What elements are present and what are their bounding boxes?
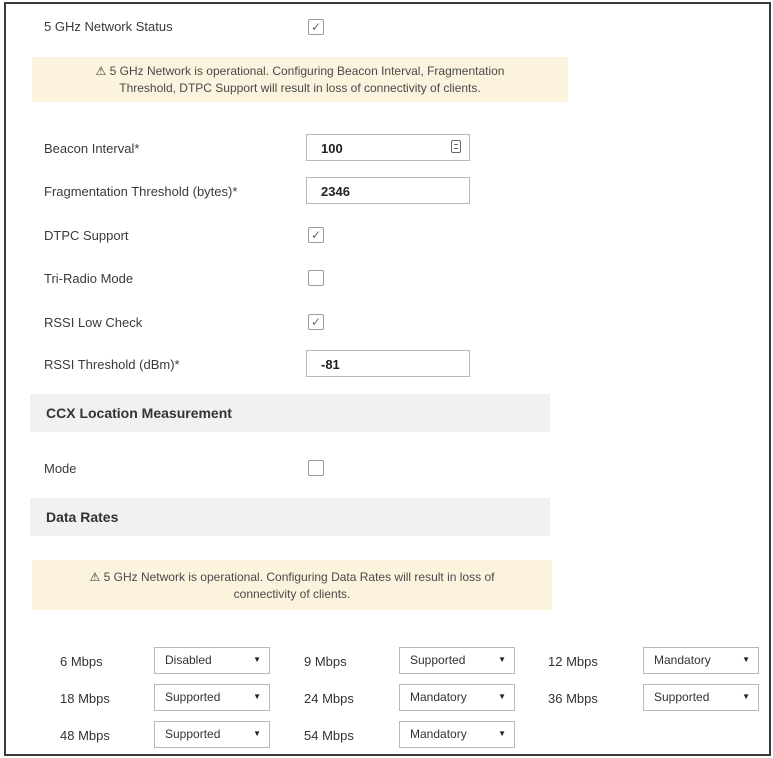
rate-select-18mbps[interactable] [154,684,270,711]
warning-data-rates-line1: 5 GHz Network is operational. Configuring Data Rates will result in loss of [103,570,495,584]
rate-select-36mbps[interactable] [643,684,759,711]
radio-config-panel [4,2,771,756]
rssi-threshold-label: RSSI Threshold (dBm)* [44,357,180,372]
chevron-down-icon: ▼ [742,692,750,701]
chevron-down-icon: ▼ [498,655,506,664]
tri-radio-mode-label: Tri-Radio Mode [44,271,134,286]
ccx-mode-checkbox[interactable] [308,460,324,476]
rate-select-9mbps[interactable] [399,647,515,674]
rssi-low-check-label: RSSI Low Check [44,315,143,330]
chevron-down-icon: ▼ [742,655,750,664]
beacon-interval-value: 100 [321,141,343,156]
ccx-section-header: CCX Location Measurement [30,394,550,432]
stepper-icon[interactable] [451,140,461,153]
warning-data-rates-line2: connectivity of clients. [233,587,351,601]
beacon-interval-label: Beacon Interval* [44,141,140,156]
rate-select-value: Supported [654,690,710,704]
fragmentation-threshold-value: 2346 [321,184,350,199]
warning-banner-top [32,57,568,102]
rate-select-value: Disabled [165,653,212,667]
check-icon: ✓ [310,228,322,242]
network-status-label: 5 GHz Network Status [44,19,173,34]
rssi-threshold-value: -81 [321,357,340,372]
fragmentation-threshold-label: Fragmentation Threshold (bytes)* [44,184,238,199]
rate-label: 9 Mbps [304,654,347,669]
warning-banner-data-rates [32,560,552,610]
rate-select-value: Mandatory [410,690,467,704]
fragmentation-threshold-input[interactable] [306,177,470,204]
rate-label: 24 Mbps [304,691,354,706]
rate-label: 48 Mbps [60,728,110,743]
warning-icon: ⚠ [89,570,101,584]
rate-select-12mbps[interactable] [643,647,759,674]
rate-label: 6 Mbps [60,654,103,669]
rate-select-value: Supported [410,653,466,667]
rate-select-24mbps[interactable] [399,684,515,711]
check-icon: ✓ [310,20,322,34]
rate-select-value: Supported [165,727,221,741]
rate-select-6mbps[interactable] [154,647,270,674]
chevron-down-icon: ▼ [253,655,261,664]
rate-label: 36 Mbps [548,691,598,706]
rate-label: 18 Mbps [60,691,110,706]
warning-top-line1: 5 GHz Network is operational. Configuring Beacon Interval, Fragmentation [109,64,505,78]
warning-icon: ⚠ [95,64,107,78]
dtpc-support-label: DTPC Support [44,228,129,243]
rate-select-54mbps[interactable] [399,721,515,748]
rate-select-value: Mandatory [654,653,711,667]
network-status-checkbox[interactable] [308,19,324,35]
dtpc-support-checkbox[interactable] [308,227,324,243]
rssi-threshold-input[interactable] [306,350,470,377]
data-rates-section-header: Data Rates [30,498,550,536]
chevron-down-icon: ▼ [253,692,261,701]
warning-top-line2: Threshold, DTPC Support will result in loss of connectivity of clients. [119,81,481,95]
rate-select-value: Mandatory [410,727,467,741]
chevron-down-icon: ▼ [253,729,261,738]
rssi-low-check-checkbox[interactable] [308,314,324,330]
rate-select-48mbps[interactable] [154,721,270,748]
rate-label: 54 Mbps [304,728,354,743]
ccx-mode-label: Mode [44,461,77,476]
beacon-interval-input[interactable] [306,134,470,161]
rate-select-value: Supported [165,690,221,704]
check-icon: ✓ [310,315,322,329]
rate-label: 12 Mbps [548,654,598,669]
chevron-down-icon: ▼ [498,729,506,738]
chevron-down-icon: ▼ [498,692,506,701]
tri-radio-mode-checkbox[interactable] [308,270,324,286]
